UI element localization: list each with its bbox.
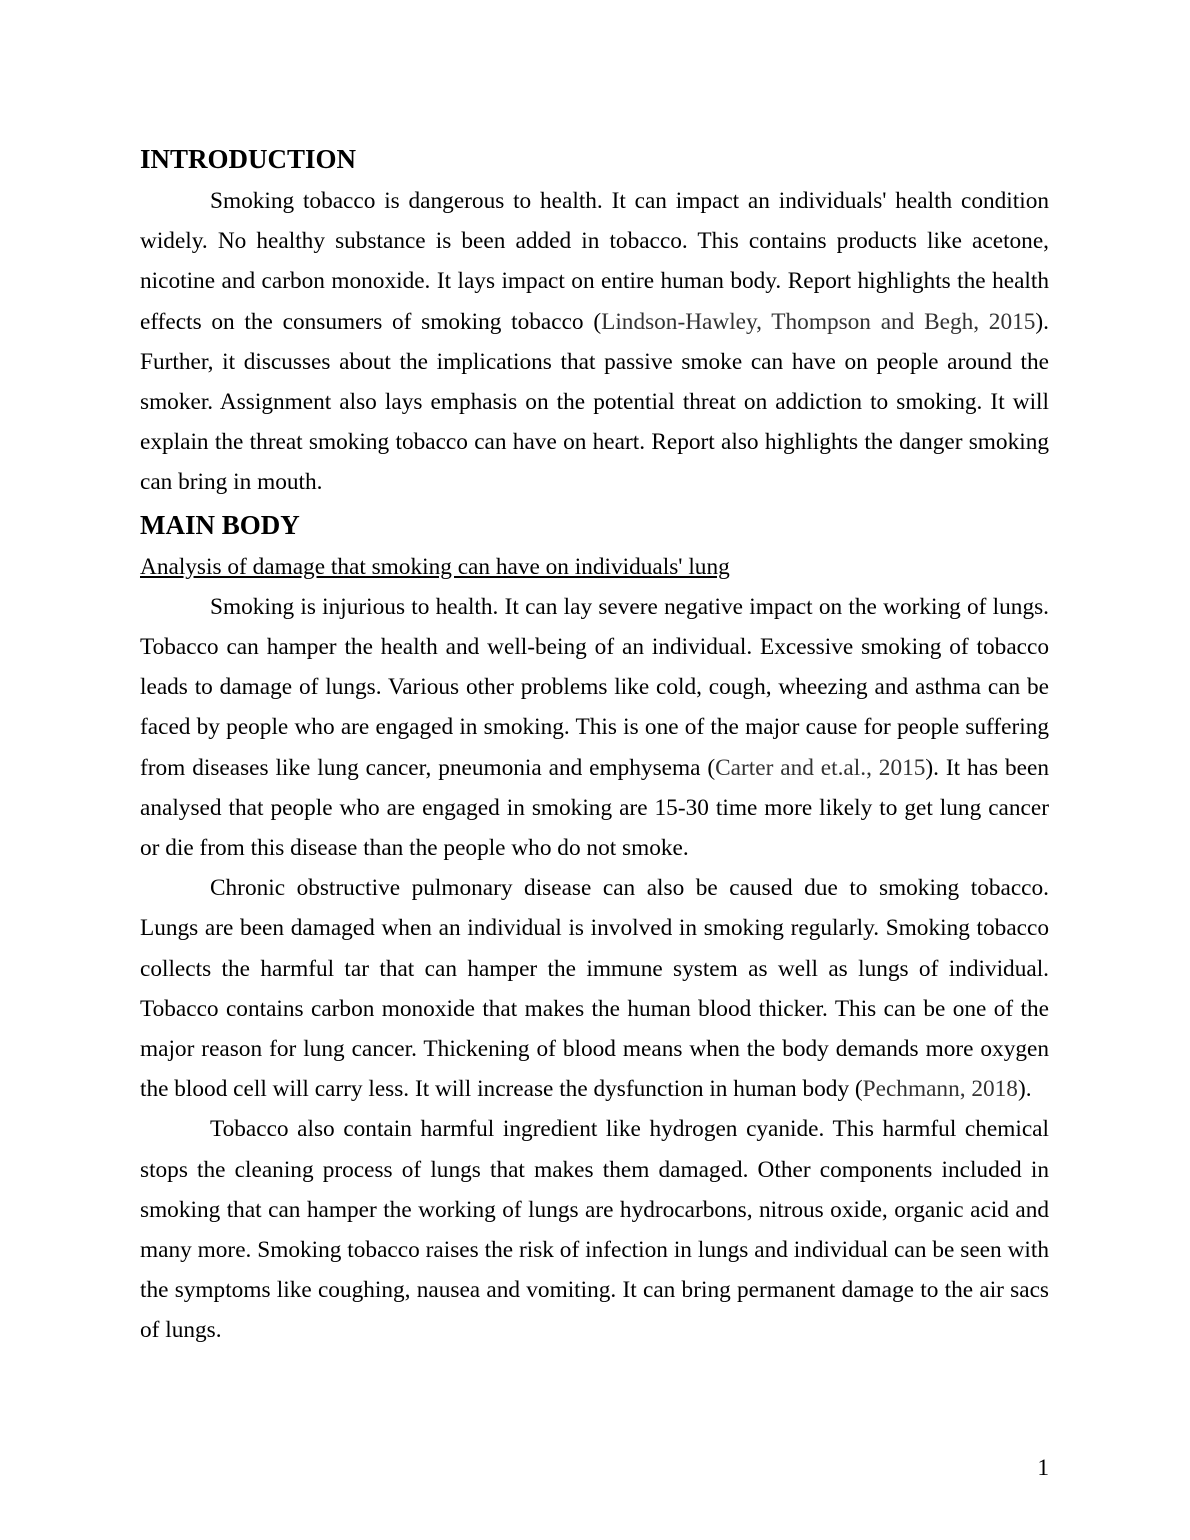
text: Smoking tobacco is dangerous to health. It can impact an individuals' health condition widely. No healthy substance is been added in tobacco. This contains products like acetone, nicotine and carbon monoxide. It lays impact on entire human body. Report highlights the health effects on the consumers of smoking tobacco ( bbox=[140, 188, 1049, 335]
introduction-heading: INTRODUCTION bbox=[140, 144, 357, 174]
text: ). bbox=[1017, 1076, 1032, 1103]
main-body-heading: MAIN BODY bbox=[140, 509, 300, 540]
body-paragraph bbox=[140, 1109, 1049, 1350]
citation: Pechmann, 2018 bbox=[862, 1076, 1018, 1103]
section-subheading: Analysis of damage that smoking can have on individuals' lung bbox=[140, 553, 730, 580]
page-number: 1 bbox=[1037, 1455, 1049, 1481]
text: ). Further, it discusses about the implications that passive smoke can have on people around the smoker. Assignment also lays emphasis on the potential threat on addiction to smoking. It will explain the threat smoking tobacco can have on heart. Report also highlights the danger smoking can bring in mouth. bbox=[140, 308, 1049, 496]
text: Tobacco also contain harmful ingredient like hydrogen cyanide. This harmful chemical stops the cleaning process of lungs that makes them damaged. Other components included in smoking that can hamper the working of lungs are hydrocarbons, nitrous oxide, organic acid and many more. Smoking tobacco raises the risk of infection in lungs and individual can be seen with the symptoms like coughing, nausea and vomiting. It can bring permanent damage to the air sacs of lungs. bbox=[140, 1116, 1049, 1344]
introduction-paragraph bbox=[140, 181, 1049, 503]
body-paragraph bbox=[140, 868, 1049, 1109]
citation: Lindson-Hawley, Thompson and Begh, 2015 bbox=[601, 308, 1036, 335]
text: Smoking is injurious to health. It can lay severe negative impact on the working of lungs. Tobacco can hamper the health and well-being of an individual. Excessive smoking of tobacco leads to damage of lungs. Various other problems like cold, cough, wheezing and asthma can be faced by people who are engaged in smoking. This is one of the major cause for people suffering from diseases like lung cancer, pneumonia and emphysema ( bbox=[140, 593, 1049, 781]
text: Chronic obstructive pulmonary disease can also be caused due to smoking tobacco. Lungs are been damaged when an individual is involved in smoking regularly. Smoking tobacco collects the harmful tar that can hamper the immune system as well as lungs of individual. Tobacco contains carbon monoxide that makes the human blood thicker. This can be one of the major reason for lung cancer. Thickening of blood means when the body demands more oxygen the blood cell will carry less. It will increase the dysfunction in human body ( bbox=[140, 875, 1049, 1103]
text: ). It has been analysed that people who are engaged in smoking are 15-30 time more likely to get lung cancer or die from this disease than the people who do not smoke. bbox=[140, 754, 1049, 862]
body-paragraph bbox=[140, 587, 1049, 868]
document-page bbox=[140, 137, 1049, 1351]
citation: Carter and et.al., 2015 bbox=[715, 754, 926, 781]
